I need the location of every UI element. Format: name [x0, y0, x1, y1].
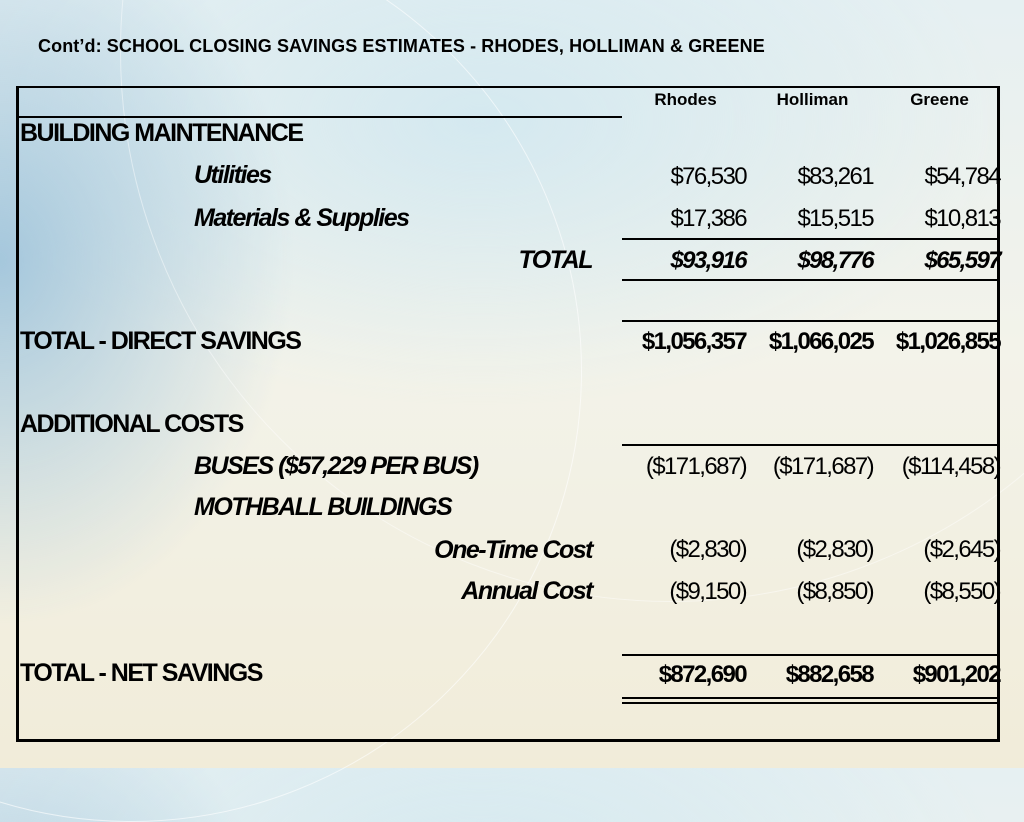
column-header-greene: Greene: [910, 90, 969, 109]
cell-buses-rhodes: ($171,687): [645, 453, 746, 480]
cell-maintenance-total-holliman: $98,776: [797, 247, 873, 274]
column-header-rhodes: Rhodes: [654, 90, 717, 109]
cell-materials-holliman: $15,515: [797, 205, 873, 232]
cell-materials-greene: $10,813: [924, 205, 1000, 232]
direct-savings-rule: [622, 320, 1000, 322]
row-label-one-time-cost: One-Time Cost: [434, 536, 592, 564]
total-top-rule: [622, 238, 1000, 240]
cell-direct-savings-rhodes: $1,056,357: [641, 328, 746, 355]
row-label-materials: Materials & Supplies: [194, 204, 409, 232]
net-savings-double-rule-2: [622, 702, 1000, 704]
row-label-mothball: MOTHBALL BUILDINGS: [194, 493, 452, 521]
row-label-utilities: Utilities: [194, 161, 271, 189]
cell-direct-savings-greene: $1,026,855: [895, 328, 1000, 355]
additional-costs-rule: [622, 444, 1000, 446]
cell-utilities-holliman: $83,261: [797, 163, 873, 190]
column-header-holliman: Holliman: [776, 90, 849, 109]
cell-net-savings-rhodes: $872,690: [658, 661, 746, 688]
cell-materials-rhodes: $17,386: [670, 205, 746, 232]
row-label-buses: BUSES ($57,229 PER BUS): [194, 452, 478, 480]
cell-annual-cost-greene: ($8,550): [923, 578, 1000, 605]
page-title: Cont’d: SCHOOL CLOSING SAVINGS ESTIMATES - RHODES, HOLLIMAN & GREENE: [38, 36, 765, 56]
cell-buses-greene: ($114,458): [901, 453, 1000, 480]
cell-maintenance-total-rhodes: $93,916: [670, 247, 746, 274]
cell-net-savings-holliman: $882,658: [785, 661, 873, 688]
cell-net-savings-greene: $901,202: [912, 661, 1000, 688]
cell-annual-cost-rhodes: ($9,150): [669, 578, 746, 605]
cell-one-time-cost-holliman: ($2,830): [796, 536, 873, 563]
row-label-annual-cost: Annual Cost: [461, 577, 592, 605]
net-savings-double-rule-1: [622, 697, 1000, 699]
row-label-maintenance-total: TOTAL: [518, 246, 592, 274]
section-net-savings: TOTAL - NET SAVINGS: [20, 659, 262, 687]
section-direct-savings: TOTAL - DIRECT SAVINGS: [20, 327, 301, 355]
cell-maintenance-total-greene: $65,597: [924, 247, 1000, 274]
section-additional-costs: ADDITIONAL COSTS: [20, 410, 243, 438]
cell-utilities-greene: $54,784: [924, 163, 1000, 190]
cell-annual-cost-holliman: ($8,850): [796, 578, 873, 605]
cell-one-time-cost-greene: ($2,645): [923, 536, 1000, 563]
cell-utilities-rhodes: $76,530: [670, 163, 746, 190]
net-savings-top-rule: [622, 654, 1000, 656]
total-bottom-rule: [622, 279, 1000, 281]
section-building-maintenance: BUILDING MAINTENANCE: [20, 119, 303, 147]
cell-direct-savings-holliman: $1,066,025: [768, 328, 873, 355]
cell-buses-holliman: ($171,687): [772, 453, 873, 480]
cell-one-time-cost-rhodes: ($2,830): [669, 536, 746, 563]
